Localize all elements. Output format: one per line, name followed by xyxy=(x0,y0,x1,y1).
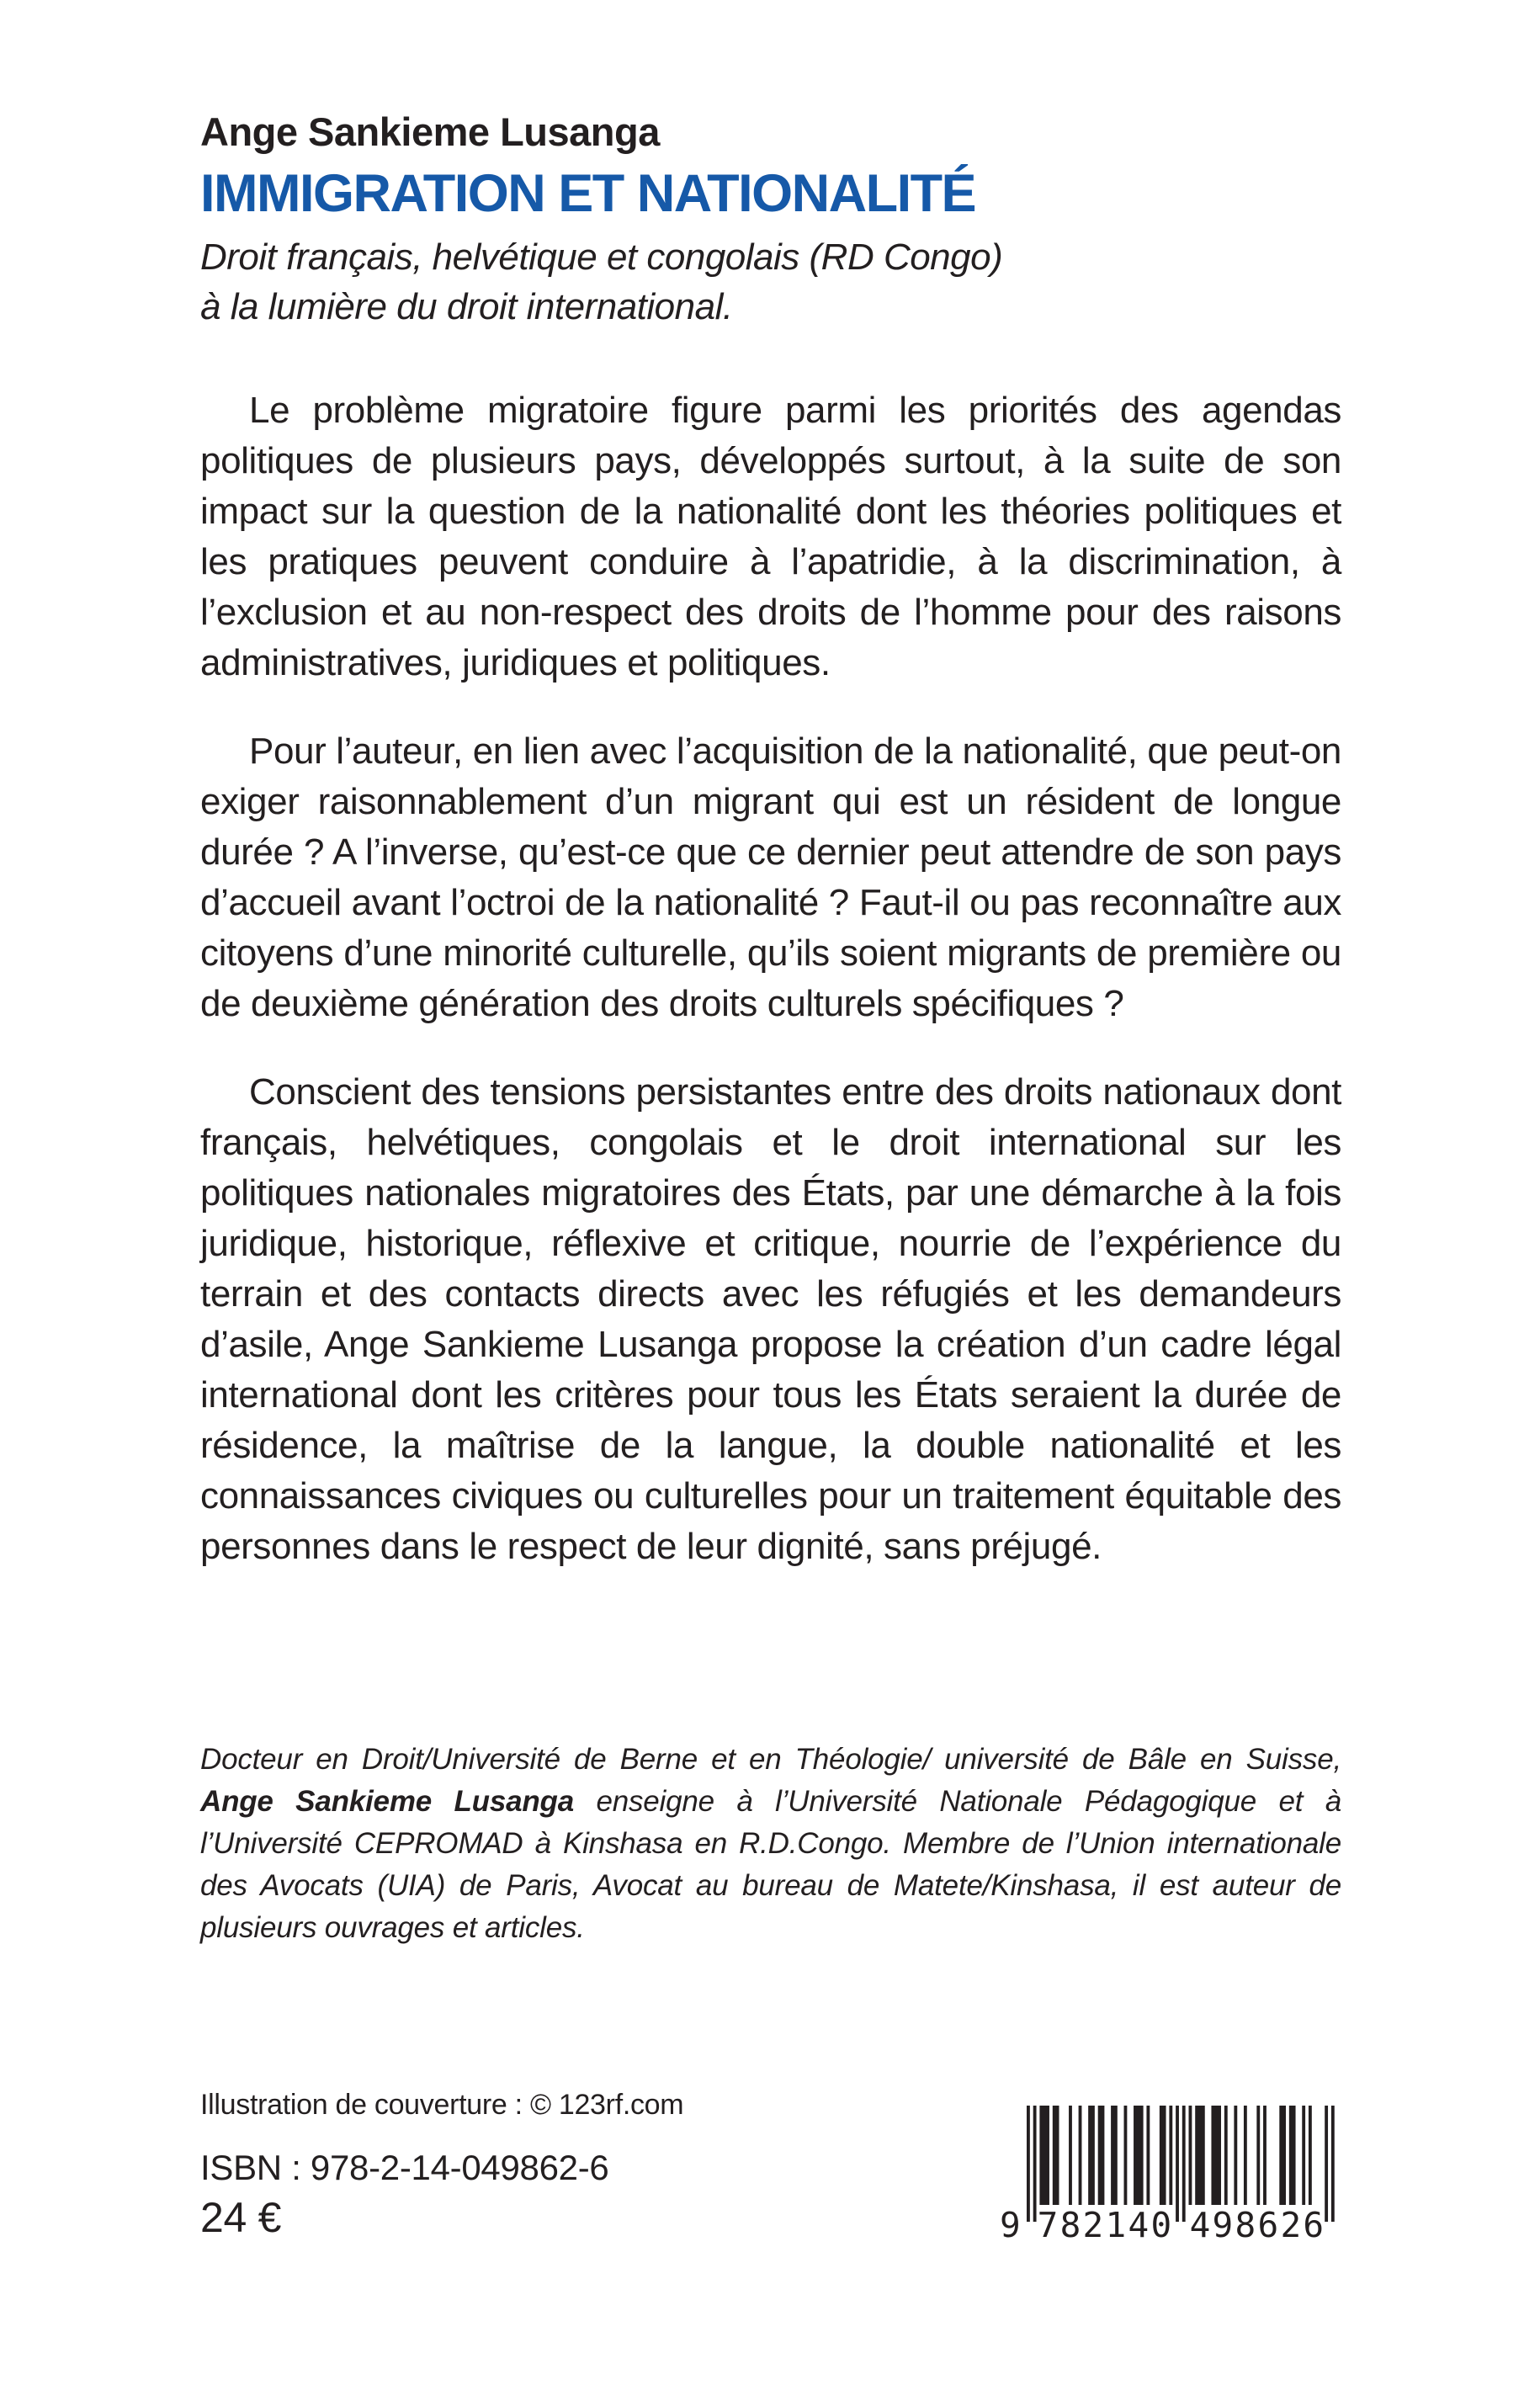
author-name: Ange Sankieme Lusanga xyxy=(200,109,660,154)
svg-text:2: 2 xyxy=(1280,2205,1302,2240)
synopsis-paragraph-2: Pour l’auteur, en lien avec l’acquisition de la nationalité, que peut-on exiger raisonnablement d’un migrant qui est un résident de longue durée ? A l’inverse, qu’est-ce que ce dernier peut attendre de son pays d’accueil avant l’octroi de la nationalité ? Faut-il ou pas reconnaître aux citoyens d’une minorité culturelle, qu’ils soient migrants de première ou de deuxième génération des droits culturels spécifiques ? xyxy=(200,730,1341,1024)
subtitle-line-2: à la lumière du droit international. xyxy=(200,286,733,327)
bio-text-after: enseigne à l’Université Nationale Pédagogique et à l’Université CEPROMAD à Kinshasa en R.D.Congo. Membre de l’Union internationale des Avocats (UIA) de Paris, Avocat au bureau de Matete/Kinshasa, il est auteur de plusieurs ouvrages et articles. xyxy=(200,1785,1341,1944)
svg-text:9: 9 xyxy=(1212,2205,1234,2240)
price: 24 € xyxy=(200,2194,282,2241)
svg-text:4: 4 xyxy=(1189,2205,1211,2240)
bio-author-name: Ange Sankieme Lusanga xyxy=(200,1785,574,1818)
svg-text:1: 1 xyxy=(1105,2205,1127,2240)
svg-text:8: 8 xyxy=(1059,2205,1081,2240)
synopsis-paragraph-1: Le problème migratoire figure parmi les priorités des agendas politiques de plusieurs pays, développés surtout, à la suite de son impact sur la question de la nationalité dont les théories politiques et les pratiques peuvent conduire à l’apatridie, à la discrimination, à l’exclusion et au non-respect des droits de l’homme pour des raisons administratives, juridiques et politiques. xyxy=(200,390,1341,683)
svg-text:6: 6 xyxy=(1257,2205,1279,2240)
subtitle-line-1: Droit français, helvétique et congolais (RD Congo) xyxy=(200,236,1003,278)
isbn-number: ISBN : 978-2-14-049862-6 xyxy=(200,2148,609,2187)
svg-text:9: 9 xyxy=(1000,2205,1021,2240)
svg-text:7: 7 xyxy=(1037,2205,1059,2240)
book-subtitle xyxy=(200,232,1002,332)
ean13-barcode xyxy=(998,2106,1343,2240)
svg-text:8: 8 xyxy=(1235,2205,1256,2240)
svg-text:0: 0 xyxy=(1150,2205,1172,2240)
synopsis xyxy=(200,385,1341,1610)
svg-text:2: 2 xyxy=(1082,2205,1104,2240)
synopsis-paragraph-3: Conscient des tensions persistantes entre des droits nationaux dont français, helvétiques, congolais et le droit international sur les politiques nationales migratoires des États, par une démarche à la fois juridique, historique, réflexive et critique, nourrie de l’expérience du terrain et des contacts directs avec les réfugiés et les demandeurs d’asile, Ange Sankieme Lusanga propose la création d’un cadre légal international dont les critères pour tous les États seraient la durée de résidence, la maîtrise de la langue, la double nationalité et les connaissances civiques ou culturelles pour un traitement équitable des personnes dans le respect de leur dignité, sans préjugé. xyxy=(200,1071,1341,1567)
book-title: IMMIGRATION ET NATIONALITÉ xyxy=(200,164,976,223)
svg-text:4: 4 xyxy=(1128,2205,1150,2240)
bio-text-before: Docteur en Droit/Université de Berne et en Théologie/ université de Bâle en Suisse, xyxy=(200,1743,1341,1776)
author-bio xyxy=(200,1739,1341,1949)
svg-text:6: 6 xyxy=(1303,2205,1325,2240)
cover-illustration-credit: Illustration de couverture : © 123rf.com xyxy=(200,2089,684,2121)
